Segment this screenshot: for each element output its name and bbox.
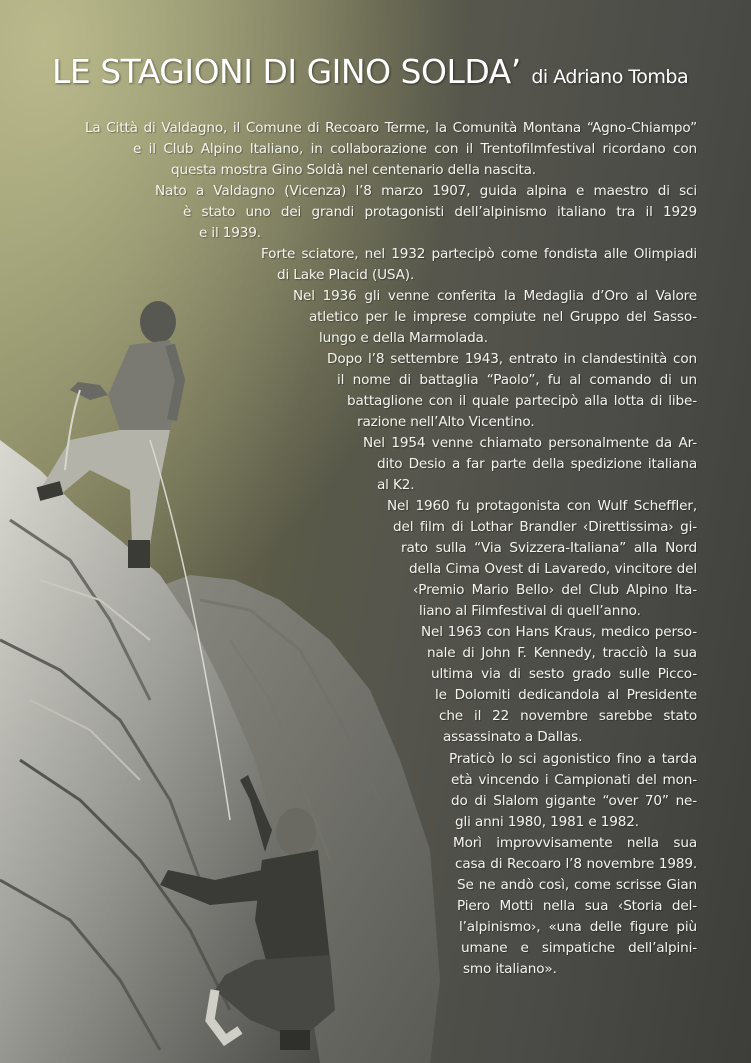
text-line: battaglione con il quale partecipò alla lotta di libe- <box>347 393 697 409</box>
title-main: LE STAGIONI DI GINO SOLDA’ <box>52 52 521 91</box>
paragraph-film <box>387 496 697 622</box>
text-line: do di Slalom gigante “over 70” ne- <box>451 793 697 809</box>
text-line: Se ne andò così, come scrisse Gian <box>457 877 697 893</box>
text-line: l’alpinismo›, «una delle figure più <box>459 919 697 935</box>
text-line: atletico per le imprese compiute nel Gruppo del Sasso- <box>309 309 697 325</box>
text-line: umane e simpatiche dell’alpini- <box>461 940 697 956</box>
text-line: Dopo l’8 settembre 1943, entrato in clandestinità con <box>327 351 697 367</box>
text-line: che il 22 novembre sarebbe stato <box>439 708 697 724</box>
text-line: Nel 1963 con Hans Kraus, medico perso- <box>421 624 697 640</box>
paragraph-kennedy <box>421 622 697 748</box>
text-line: Praticò lo sci agonistico fino a tarda <box>449 751 697 767</box>
poster-title <box>52 52 688 91</box>
paragraph-born <box>155 181 697 244</box>
text-line: ‹Premio Mario Bello› del Club Alpino Ita- <box>413 582 697 598</box>
paragraph-resistance <box>327 349 697 433</box>
text-line: Nel 1936 gli venne conferita la Medaglia d’Oro al Valore <box>293 288 697 304</box>
text-line: casa di Recoaro l’8 novembre 1989. <box>455 856 697 872</box>
text-line: e il Club Alpino Italiano, in collaborazione con il Trentofilmfestival ricordano con <box>133 141 697 157</box>
paragraph-k2 <box>363 433 697 496</box>
paragraph-death <box>453 833 697 980</box>
paragraph-intro <box>85 118 697 181</box>
text-line: razione nell’Alto Vicentino. <box>357 414 535 430</box>
paragraph-ski <box>449 749 697 833</box>
text-line: Forte sciatore, nel 1932 partecipò come fondista alle Olimpiadi <box>261 246 697 262</box>
text-line: liano al Filmfestival di quell’anno. <box>419 603 641 619</box>
text-line: le Dolomiti dedicandola al Presidente <box>435 687 697 703</box>
text-line: rato sulla “Via Svizzera-Italiana” alla Nord <box>401 540 697 556</box>
text-line: di Lake Placid (USA). <box>277 267 415 283</box>
text-line: Nato a Valdagno (Vicenza) l’8 marzo 1907, guida alpina e maestro di sci <box>155 183 697 199</box>
text-line: al K2. <box>377 477 415 493</box>
text-line: il nome di battaglia “Paolo”, fu al comando di un <box>337 372 697 388</box>
text-line: Piero Motti nella sua ‹Storia del- <box>457 898 697 914</box>
text-line: della Cima Ovest di Lavaredo, vincitore del <box>409 561 697 577</box>
text-line: del film di Lothar Brandler ‹Direttissima› gi- <box>393 519 697 535</box>
text-line: Morì improvvisamente nella sua <box>453 835 697 851</box>
text-line: assassinato a Dallas. <box>443 729 583 745</box>
text-line: nale di John F. Kennedy, tracciò la sua <box>427 645 697 661</box>
text-line: ultima via di sesto grado sulle Picco- <box>431 666 697 682</box>
text-line: è stato uno dei grandi protagonisti dell’alpinismo italiano tra il 1929 <box>183 204 697 220</box>
text-line: Nel 1954 venne chiamato personalmente da Ar- <box>363 435 697 451</box>
text-line: Nel 1960 fu protagonista con Wulf Scheffler, <box>387 498 697 514</box>
text-line: e il 1939. <box>199 225 261 241</box>
text-line: gli anni 1980, 1981 e 1982. <box>455 814 639 830</box>
paragraph-medal <box>293 286 697 349</box>
text-line: La Città di Valdagno, il Comune di Recoaro Terme, la Comunità Montana “Agno-Chiampo” <box>85 120 697 136</box>
text-line: smo italiano». <box>463 961 557 977</box>
text-line: età vincendo i Campionati del mon- <box>451 772 697 788</box>
title-author: di Adriano Tomba <box>531 66 689 88</box>
paragraph-olympics <box>261 244 697 286</box>
text-line: questa mostra Gino Soldà nel centenario della nascita. <box>171 162 536 178</box>
text-line: dito Desio a far parte della spedizione italiana <box>377 456 697 472</box>
text-line: lungo e della Marmolada. <box>319 330 488 346</box>
